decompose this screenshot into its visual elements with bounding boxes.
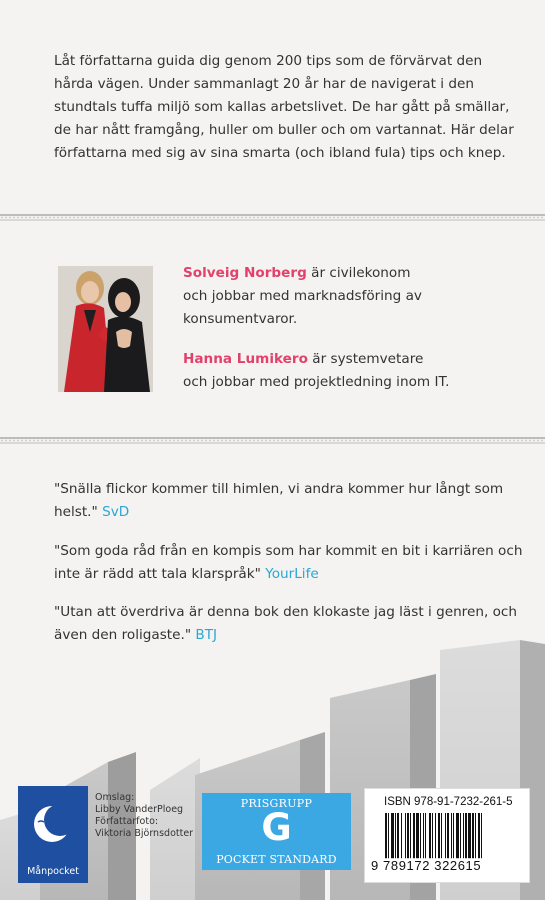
- author-photo: [58, 266, 153, 392]
- credit-line: Libby VanderPloeg: [95, 804, 184, 815]
- isbn-barcode: [364, 788, 530, 883]
- price-group-letter: G: [261, 806, 292, 849]
- quote-text: "Utan att överdriva är denna bok den klokaste jag läst i genren, och även den roligaste.": [54, 604, 518, 643]
- moon-icon: [18, 786, 88, 856]
- divider-rule: [0, 214, 545, 224]
- cover-credits: [95, 792, 205, 840]
- author-bio-text: och jobbar med marknadsföring av: [183, 288, 422, 304]
- price-group-badge: [202, 793, 351, 870]
- quote-source: YourLife: [265, 566, 319, 582]
- author-bio-text: är systemvetare: [307, 351, 424, 367]
- author-bio-text: är civilekonom: [306, 265, 411, 281]
- review-quote: [54, 540, 524, 586]
- author-bio-hanna: [183, 348, 523, 394]
- author-bio-text: konsumentvaror.: [183, 311, 298, 327]
- review-quote: [54, 478, 524, 524]
- credit-line: Viktoria Björnsdotter: [95, 828, 194, 839]
- price-group-label: PRISGRUPP: [240, 797, 313, 810]
- quote-source: BTJ: [195, 627, 218, 643]
- price-group-format: POCKET STANDARD: [216, 853, 337, 866]
- author-name: Hanna Lumikero: [183, 351, 308, 367]
- barcode-digits: 9 789172 322615: [371, 858, 482, 873]
- credit-line: Författarfoto:: [95, 816, 159, 827]
- cover-blurb: Låt författarna guida dig genom 200 tips som de förvärvat den hårda vägen. Under sammanlagt 20 år har de navigerat i den stundtals tuffa miljö som kallas arbetslivet. De har gått på smällar, de har nått framgång, huller om buller och om vartannat. Här delar författarna med sig av sina smarta (och ibland fula) tips och knep.: [54, 53, 514, 161]
- publisher-logo: [18, 786, 88, 883]
- author-bio-text: och jobbar med projektledning inom IT.: [183, 374, 450, 390]
- isbn-label: ISBN 978-91-7232-261-5: [384, 796, 513, 808]
- quote-text: "Snälla flickor kommer till himlen, vi andra kommer hur långt som helst.": [54, 481, 504, 520]
- divider-rule: [0, 437, 545, 447]
- publisher-name: Månpocket: [27, 866, 79, 877]
- author-name: Solveig Norberg: [183, 265, 307, 281]
- credit-line: Omslag:: [95, 792, 135, 803]
- quote-source: SvD: [102, 504, 130, 520]
- quote-text: "Som goda råd från en kompis som har kommit en bit i karriären och inte är rädd att tala klarspråk": [54, 543, 523, 582]
- author-bio-solveig: [183, 262, 523, 331]
